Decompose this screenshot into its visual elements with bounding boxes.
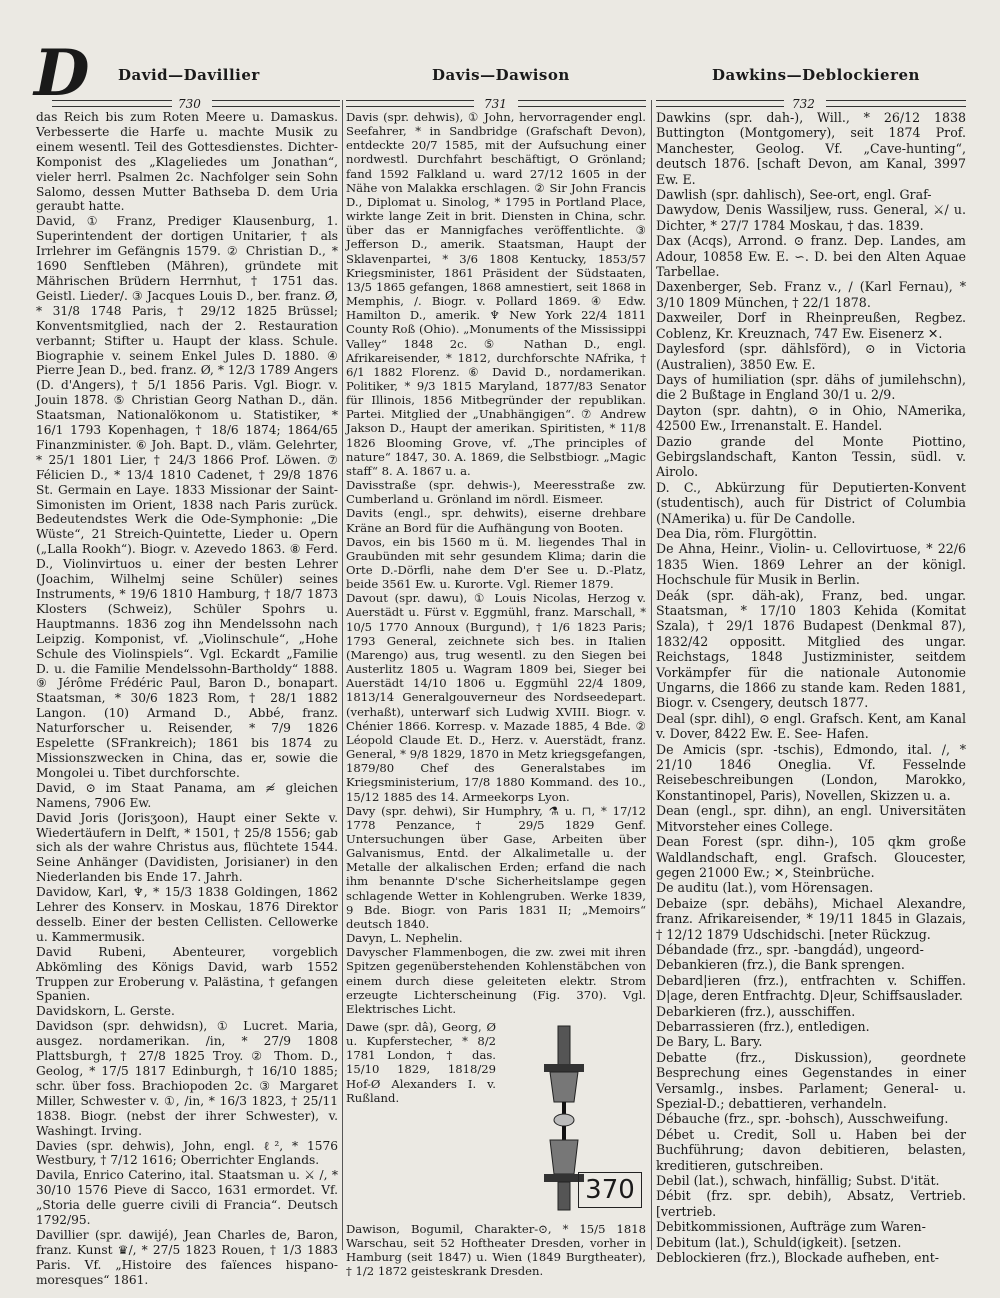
entry: Daxweiler, Dorf in Rheinpreußen, Regbez. Coblenz, Kr. Kreuznach, 747 Ew. Eisenerz ✕.: [656, 310, 966, 341]
entry: Davis (spr. dehwis), ① John, hervorragender engl. Seefahrer, * in Sandbridge (Grafschaft Devon), entdeckte 20/7 1585, mit der Aufsuchung einer nordwestl. Durchfahrt beschäftigt, O Grönland; fand 1592 Falkland u. ward 27/12 1605 in der Nähe von Malakka erschlagen. ② Sir John Francis D., Diplomat u. Sinolog, * 1795 in Portland Place, wirkte lange Zeit in brit. Diensten in China, schr. über das er Mannigfaches veröffentlichte. ③ Jefferson D., amerik. Staatsman, Haupt der Sklavenpartei, * 3/6 1808 Kentucky, 1853/57 Kriegsminister, 1861 Präsident der Südstaaten, 13/5 1865 gefangen, 1868 amnestiert, seit 1868 in Memphis, /. Biogr. v. Pollard 1869. ④ Edw. Hamilton D., amerik. ♆ New York 22/4 1811 County Roß (Ohio). „Monuments of the Mississippi Valley“ 1848 2c. ⑤ Nathan D., engl. Afrikareisender, * 1812, durchforschte NAfrika, † 6/1 1882 Florenz. ⑥ David D., nordamerikan. Politiker, * 9/3 1815 Maryland, 1877/83 Senator für Illinois, 1856 Mitbegründer der republikan. Partei. Mitglied der „Unabhängigen“. ⑦ Andrew Jakson D., Haupt der amerikan. Spiritisten, * 11/8 1826 Blooming Grove, vf. „The principles of nature“ 1847, 30. A. 1869, die Selbstbiogr. „Magic staff“ 8. A. 1867 u. a.: [346, 110, 646, 478]
figure-side-text: [346, 1020, 496, 1105]
column-center: [346, 110, 646, 1279]
entry: De auditu (lat.), vom Hörensagen.: [656, 880, 874, 896]
entry: Dawison, Bogumil, Charakter-⊙, * 15/5 1818 Warschau, seit 52 Hoftheater Dresden, vorher in Hamburg (seit 1847) u. Wien (1849 Burgtheater), † 1/2 1872 geisteskrank Dresden.: [346, 1222, 646, 1279]
page-number-right: 732: [792, 97, 815, 111]
entry: Débet u. Credit, Soll u. Haben bei der Buchführung; davon debitieren, belasten, kreditieren, gutschreiben.: [656, 1126, 966, 1173]
entry: David Rubeni, Abenteurer, vorgeblich Abkömling des Königs David, warb 1552 Truppen zur Eroberung v. Palästina, † gefangen Spanien.: [36, 944, 338, 1004]
page-number-left: 730: [178, 97, 201, 111]
entry: Davout (spr. dawu), ① Louis Nicolas, Herzog v. Auerstädt u. Fürst v. Eggmühl, franz. Marschall, * 10/5 1770 Annoux (Burgund), † 1/6 1823 Paris; 1793 General, zeichnete sich bes. in Italien (Marengo) aus, trug wesentl. zu den Siegen bei Austerlitz 1805 u. Wagram 1809 bei, Sieger bei Auerstädt 14/10 1806 u. Eggmühl 22/4 1809, 1813/14 Generalgouverneur des Nordseedepart. (verhaßt), unterwarf sich Ludwig XVIII. Biogr. v. Chénier 1866. Korresp. v. Mazade 1885, 4 Bde. ② Léopold Claude Et. D., Herz. v. Auerstädt, franz. General, * 9/8 1829, 1870 in Metz kriegsgefangen, 1879/80 Chef des Generalstabes im Kriegsministerium, 17/8 1880 Kommand. des 10., 15/12 1885 des 14. Armeekorps Lyon.: [346, 591, 646, 804]
entry: Dea Dia, röm. Flurgöttin.: [656, 525, 818, 541]
entry: Davidskorn, L. Gerste.: [36, 1004, 175, 1019]
rule-left-a: [52, 100, 172, 107]
entry: Debard|ieren (frz.), entfrachten v. Schiffen. D|age, deren Entfrachtg. D|eur, Schiffsauslader.: [656, 972, 966, 1004]
figure-block: [346, 1020, 646, 1220]
entry: Davits (engl., spr. dehwits), eiserne drehbare Kräne an Bord für die Aufhängung von Booten.: [346, 506, 646, 535]
column-right: [656, 110, 966, 1265]
entry: Days of humiliation (spr. dähs of jumilehschn), die 2 Bußtage in England 30/1 u. 2/9.: [656, 371, 966, 403]
entry: Debarrassieren (frz.), entledigen.: [656, 1018, 870, 1034]
entry: Dax (Acqs), Arrond. ⊙ franz. Dep. Landes, am Adour, 10858 Ew. E. ∽. D. bei den Alten Aquae Tarbellae.: [656, 233, 966, 280]
entry: Daylesford (spr. dählsförd), ⊙ in Victoria (Australien), 3850 Ew. E.: [656, 341, 966, 372]
header-left: David—Davillier: [118, 66, 260, 84]
entry: Dawe (spr. dâ), Georg, Ø u. Kupferstecher, * 8/2 1781 London, † das. 15/10 1829, 1818/29 Hof-Ø Alexanders I. v. Rußland.: [346, 1020, 496, 1105]
section-letter: D: [34, 36, 90, 111]
entry: das Reich bis zum Roten Meere u. Damaskus. Verbesserte die Harfe u. machte Musik zu einem wesentl. Teil des Gottesdienstes. Dichter-Komponist des „Klageliedes um Jonathan“, vieler herrl. Psalmen 2c. Nachfolger sein Sohn Salomo, dessen Mutter Bathseba D. dem Uria geraubt hatte.: [36, 110, 338, 214]
rule-right-b: [826, 100, 966, 107]
entry: Débandade (frz., spr. -bangdád), ungeord-: [656, 941, 924, 957]
entry: Davos, ein bis 1560 m ü. M. liegendes Thal in Graubünden mit sehr gesundem Klima; darin die Orte D.-Dörfli, nahe dem D'er See u. D.-Platz, beide 3561 Ew. u. Kurorte. Vgl. Riemer 1879.: [346, 534, 646, 592]
entry: D. C., Abkürzung für Deputierten-Konvent (studentisch), auch für District of Columbia (NAmerika) u. für De Candolle.: [656, 479, 966, 526]
entry: Debitum (lat.), Schuld(igkeit). [setzen.: [656, 1234, 902, 1250]
entry: De Bary, L. Bary.: [656, 1034, 763, 1050]
entry: Dawydow, Denis Wassiljew, russ. General, ⚔/ u. Dichter, * 27/7 1784 Moskau, † das. 1839.: [656, 202, 966, 233]
page-number-center: 731: [484, 97, 507, 111]
entry: Davies (spr. dehwis), John, engl. ℓ², * 1576 Westbury, † 7/12 1616; Oberrichter Englands.: [36, 1138, 338, 1168]
entry: Débit (frz. spr. debih), Absatz, Vertrieb. [vertrieb.: [656, 1188, 966, 1219]
entry: Débauche (frz., spr. -bohsch), Ausschweifung.: [656, 1111, 949, 1127]
entry: Davyn, L. Nephelin.: [346, 931, 463, 946]
entry: Debitkommissionen, Aufträge zum Waren-: [656, 1219, 926, 1235]
entry: Davisstraße (spr. dehwis-), Meeresstraße zw. Cumberland u. Grönland im nördl. Eismeer.: [346, 478, 646, 507]
entry: Debaize (spr. debähs), Michael Alexandre, franz. Afrikareisender, * 19/11 1845 in Glazais, † 12/12 1879 Udschidschi. [neter Rückzug.: [656, 895, 966, 942]
column-separator: [342, 100, 343, 1250]
figure-number: 370: [578, 1172, 642, 1208]
entry: Dean Forest (spr. dihn-), 105 qkm große Waldlandschaft, engl. Grafsch. Gloucester, gegen 21000 Ew.; ✕, Steinbrüche.: [656, 834, 966, 880]
entry: Dean (engl., spr. dihn), an engl. Universitäten Mitvorsteher eines College.: [656, 803, 966, 834]
entry: De Ahna, Heinr., Violin- u. Cellovirtuose, * 22/6 1835 Wien. 1869 Lehrer an der königl. Hochschule für Musik in Berlin.: [656, 541, 966, 588]
rule-left-b: [212, 100, 340, 107]
entry: Dayton (spr. dahtn), ⊙ in Ohio, NAmerika, 42500 Ew., Irrenanstalt. E. Handel.: [656, 402, 966, 434]
header-center: Davis—Dawison: [432, 66, 570, 84]
entry: Dawlish (spr. dahlisch), See-ort, engl. Graf-: [656, 187, 932, 203]
rule-right-a: [656, 100, 784, 107]
entry: Dazio grande del Monte Piottino, Gebirgslandschaft, Kanton Tessin, südl. v. Airolo.: [656, 433, 966, 480]
entry: David Joris (Jorisʒoon), Haupt einer Sekte v. Wiedertäufern in Delft, * 1501, † 25/8 1556; gab sich als der wahre Christus aus, flüchtete 1544. Seine Anhänger (Davidisten, Jorisianer) in den Niederlanden bis Ende 17. Jahrh.: [36, 810, 338, 885]
entry: Debarkieren (frz.), ausschiffen.: [656, 1003, 856, 1019]
entry: Debil (lat.), schwach, hinfällig; Subst. D'ität.: [656, 1173, 940, 1189]
entry: Davy (spr. dehwi), Sir Humphry, ⚗ u. ⊓, * 17/12 1778 Penzance, † 29/5 1829 Genf. Untersuchungen über Gase, Arbeiten über Galvanismus, Entd. der Alkalimetalle u. der Metalle der alkalischen Erden; erfand die nach ihm benannte D'sche Sicherheitslampe gegen schlagende Wetter in Kohlengruben. Werke 1839, 9 Bde. Biogr. von Paris 1831 II; „Memoirs“ deutsch 1840.: [346, 803, 646, 931]
entry: Debankieren (frz.), die Bank sprengen.: [656, 957, 905, 973]
entry: Davidson (spr. dehwidsn), ① Lucret. Maria, ausgez. nordamerikan. /in, * 27/9 1808 Plattsburgh, † 27/8 1825 Troy. ② Thom. D., Geolog, * 17/5 1817 Edinburgh, † 16/10 1885; schr. über foss. Brachiopoden 2c. ③ Margaret Miller, Schwester v. ①, /in, * 16/3 1823, † 25/11 1838. Biogr. (nebst der ihrer Schwester), v. Washingt. Irving.: [36, 1019, 338, 1138]
entry: Deblockieren (frz.), Blockade aufheben, ent-: [656, 1250, 940, 1266]
entry: David, ⊙ im Staat Panama, am ≉ gleichen Namens, 7906 Ew.: [36, 780, 338, 810]
entry: David, ① Franz, Prediger Klausenburg, 1. Superintendent der dortigen Unitarier, † als Irrlehrer im Gefängnis 1579. ② Christian D., * 1690 Senftleben (Mähren), gründete mit Mährischen Brüdern Herrnhut, † 1751 das. Geistl. Lieder/. ③ Jacques Louis D., ber. franz. Ø, * 31/8 1748 Paris, † 29/12 1825 Brüssel; Konventsmitglied, nach der 2. Restauration verbannt; Stifter u. Haupt der klass. Schule. Biographie v. seinem Enkel Jules D. 1880. ④ Pierre Jean D., bed. franz. Ø, * 12/3 1789 Angers (D. d'Angers), † 5/1 1856 Paris. Vgl. Biogr. v. Jouin 1878. ⑤ Christian Georg Nathan D., dän. Staatsman, Nationalökonom u. Statistiker, * 16/1 1793 Kopenhagen, † 18/6 1874; 1864/65 Finanzminister. ⑥ Joh. Bapt. D., vläm. Gelehrter, * 25/1 1801 Lier, † 24/3 1866 Prof. Löwen. ⑦ Félicien D., * 13/4 1810 Cadenet, † 29/8 1876 St. Germain en Laye. 1833 Missionar der Saint-Simonisten im Orient, 1838 nach Paris zurück. Bedeutendstes Werk die Ode-Symphonie: „Die Wüste“, 21 Streich-Quintette, Lieder u. Opern („Lalla Rookh“). Biogr. v. Azevedo 1863. ⑧ Ferd. D., Violinvirtuos u. einer der besten Lehrer (Joachim, Wilhelmj seine Schüler) seines Instruments, * 19/6 1810 Hamburg, † 18/7 1873 Klosters (Schweiz), Schüler Spohrs u. Hauptmanns. 1836 zog ihn Mendelssohn nach Leipzig. Komponist, vf. „Violinschule“, „Hohe Schule des Violinspiels“. Vgl. Eckardt „Familie D. u. die Familie Mendelssohn-Bartholdy“ 1888. ⑨ Jérôme Frédéric Paul, Baron D., bonapart. Staatsman, * 30/6 1823 Rom, † 28/1 1882 Langon. (10) Armand D., Abbé, franz. Naturforscher u. Reisender, * 7/9 1826 Espelette (SFrankreich); 1861 bis 1874 zu Missionszwecken in China, das er, sowie die Mongolei u. Tibet durchforschte.: [36, 214, 338, 780]
rule-center-a: [346, 100, 474, 107]
header-right: Dawkins—Deblockieren: [712, 66, 920, 84]
column-separator: [651, 100, 652, 1250]
entry: Debatte (frz., Diskussion), geordnete Besprechung eines Gegenstandes in einer Versamlg., insbes. Parlament; General- u. Spezial-D.; debattieren, verhandeln.: [656, 1049, 966, 1111]
column-left: [36, 110, 338, 1288]
entry: Deal (spr. dihl), ⊙ engl. Grafsch. Kent, am Kanal v. Dover, 8422 Ew. E. See- Hafen.: [656, 710, 966, 742]
entry: Davillier (spr. dawijé), Jean Charles de, Baron, franz. Kunst ♛/, * 27/5 1823 Rouen, † 1/3 1883 Paris. Vf. „Histoire des faïences hispano-moresques“ 1861.: [36, 1227, 338, 1287]
entry: Davila, Enrico Caterino, ital. Staatsman u. ⚔ /, * 30/10 1576 Pieve di Sacco, 1631 ermordet. Vf. „Storia delle guerre civili di Francia“. Deutsch 1792/95.: [36, 1168, 338, 1228]
entry: Deák (spr. däh-ak), Franz, bed. ungar. Staatsman, * 17/10 1803 Kehida (Komitat Szala), † 29/1 1876 Budapest (Denkmal 87), 1832/42 oppositt. Mitglied des ungar. Reichstags, 1848 Justizminister, seitdem Vorkämpfer für die nationale Autonomie Ungarns, die 1866 zu stande kam. Reden 1881, Biogr. v. Csengery, deutsch 1877.: [656, 587, 966, 711]
entry: De Amicis (spr. -tschis), Edmondo, ital. /, * 21/10 1846 Oneglia. Vf. Fesselnde Reisebeschreibungen (London, Marokko, Konstantinopel, Paris), Novellen, Skizzen u. a.: [656, 741, 966, 803]
rule-center-b: [518, 100, 646, 107]
entry: Davidow, Karl, ♆, * 15/3 1838 Goldingen, 1862 Lehrer des Konserv. in Moskau, 1876 Direktor desselb. Einer der besten Cellisten. Cellowerke u. Kammermusik.: [36, 885, 338, 944]
entry: Davyscher Flammenbogen, die zw. zwei mit ihren Spitzen gegenüberstehenden Kohlenstäbchen von einem durch diese geleiteten elektr. Strom erzeugte Lichterscheinung (Fig. 370). Vgl. Elektrisches Licht.: [346, 945, 646, 1016]
entry: Dawkins (spr. dah-), Will., * 26/12 1838 Buttington (Montgomery), seit 1874 Prof. Manchester, Geolog. Vf. „Cave-hunting“, deutsch 1876. [schaft Devon, am Kanal, 3997 Ew. E.: [656, 110, 966, 187]
entry: Daxenberger, Seb. Franz v., / (Karl Fernau), * 3/10 1809 München, † 22/1 1878.: [656, 279, 966, 310]
